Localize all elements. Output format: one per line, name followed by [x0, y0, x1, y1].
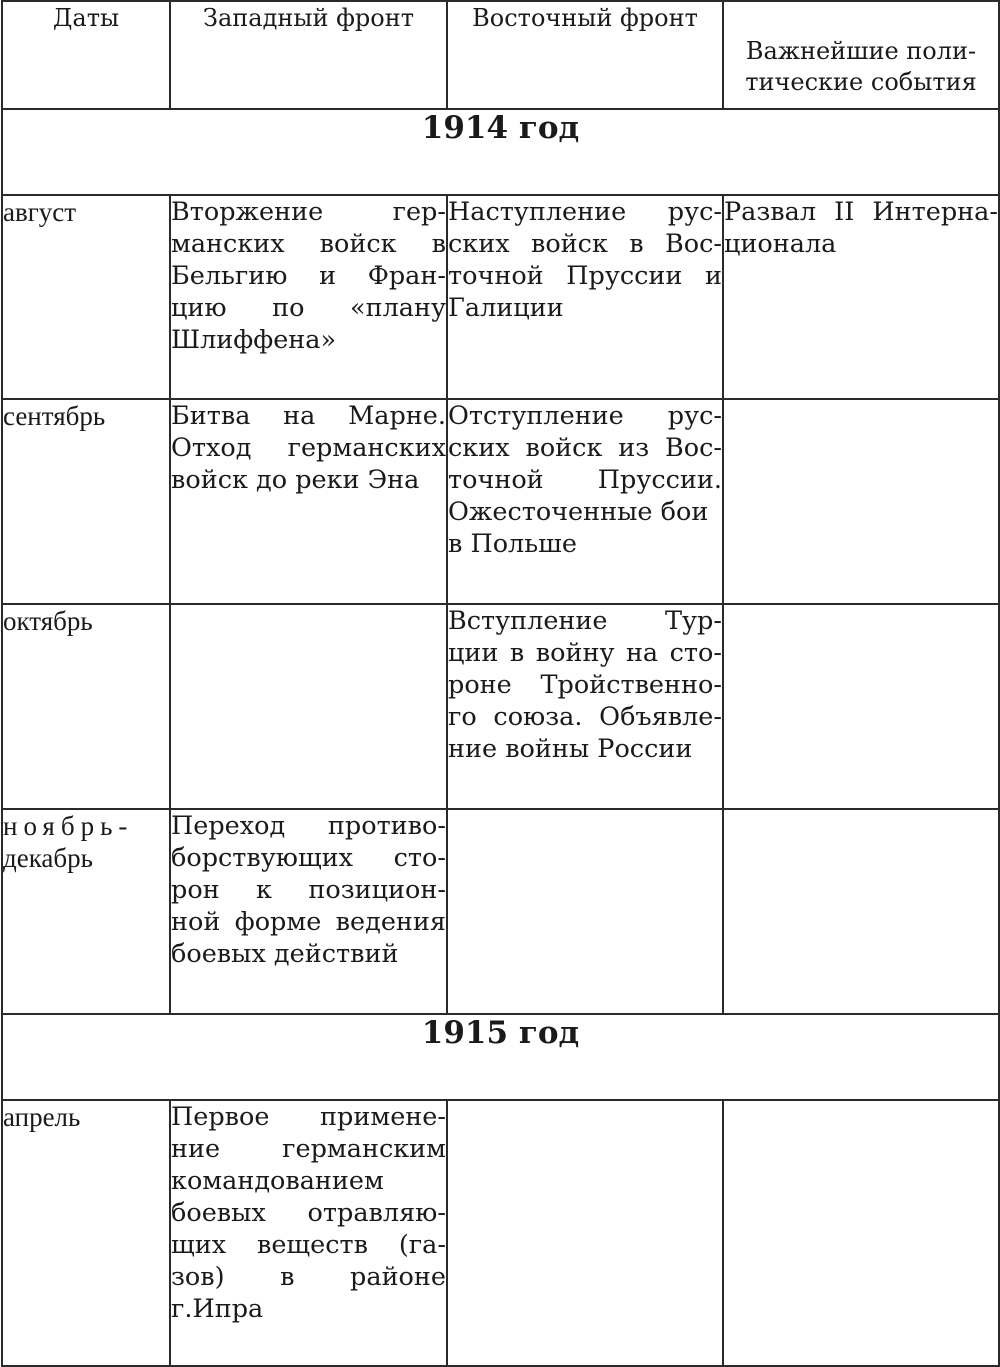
text-line: манских войск в [171, 229, 446, 259]
header-row [2, 1, 999, 109]
text-line: Первое примене- [171, 1102, 446, 1132]
text-line: ционала [724, 229, 837, 259]
political-events-cell [723, 195, 999, 399]
text-line: го союза. Объявле- [448, 702, 722, 732]
date-cell: апрель [2, 1100, 170, 1366]
text-line: ной форме ведения [171, 907, 446, 937]
eastern-front-cell [447, 604, 723, 809]
text-line: Бельгию и Фран- [171, 261, 446, 291]
text-line: Вступление Тур- [448, 606, 722, 636]
text-line: войск до реки Эна [171, 465, 420, 495]
text-line: Отступление рус- [448, 401, 722, 431]
table-row [2, 1100, 999, 1366]
header-western-front: Западный фронт [170, 1, 447, 109]
western-front-cell [170, 1100, 447, 1366]
year-row [2, 1014, 999, 1100]
eastern-front-cell [447, 195, 723, 399]
header-dates: Даты [2, 1, 170, 109]
eastern-front-cell [447, 809, 723, 1014]
text-line: ние германским [171, 1134, 446, 1164]
text-line: Ожесточенные бои [448, 497, 709, 527]
header-eastern-front: Восточный фронт [447, 1, 723, 109]
date-cell: октябрь [2, 604, 170, 809]
text-line: Вторжение гер- [171, 197, 446, 227]
date-line-1: ноябрь- [3, 811, 134, 841]
eastern-front-cell [447, 1100, 723, 1366]
date-line-2: декабрь [3, 843, 93, 873]
header-political-events [723, 1, 999, 109]
text-line: ции в войну на сто- [448, 638, 722, 668]
text-line: Переход противо- [171, 811, 446, 841]
year-row [2, 109, 999, 195]
text-line: точной Пруссии. [448, 465, 722, 495]
date-cell: август [2, 195, 170, 399]
text-line: командованием [171, 1166, 384, 1196]
text-line: ских войск из Вос- [448, 433, 722, 463]
table-row [2, 604, 999, 809]
eastern-front-cell [447, 399, 723, 604]
political-events-cell [723, 399, 999, 604]
text-line: ние войны России [448, 734, 693, 764]
table-row [2, 809, 999, 1014]
text-line: Наступление рус- [448, 197, 722, 227]
text-line: борствующих сто- [171, 843, 446, 873]
text-line: роне Тройственно- [448, 670, 722, 700]
year-heading-1915: 1915 год [2, 1014, 999, 1100]
western-front-cell [170, 604, 447, 809]
text-line: Галиции [448, 293, 564, 323]
text-line: Шлиффена» [171, 325, 337, 355]
political-events-cell [723, 1100, 999, 1366]
text-line: щих веществ (га- [171, 1230, 446, 1260]
date-cell: сентябрь [2, 399, 170, 604]
text-line: Отход германских [171, 433, 446, 463]
western-front-cell [170, 195, 447, 399]
political-events-cell [723, 604, 999, 809]
western-front-cell [170, 399, 447, 604]
text-line: Битва на Марне. [171, 401, 446, 431]
text-line: рон к позицион- [171, 875, 446, 905]
text-line: зов) в районе [171, 1262, 446, 1292]
text-line: г.Ипра [171, 1294, 264, 1324]
text-line: Развал II Интерна- [724, 197, 998, 227]
chronology-table [1, 0, 1000, 1367]
year-heading-1914: 1914 год [2, 109, 999, 195]
text-line: боевых отравляю- [171, 1198, 446, 1228]
table-row [2, 399, 999, 604]
date-cell [2, 809, 170, 1014]
header-political-line-2: тические события [745, 68, 977, 96]
text-line: в Польше [448, 529, 577, 559]
text-line: боевых действий [171, 939, 399, 969]
header-political-line-1: Важнейшие поли- [745, 37, 977, 65]
political-events-cell [723, 809, 999, 1014]
text-line: цию по «плану [171, 293, 446, 323]
text-line: ских войск в Вос- [448, 229, 722, 259]
table-row [2, 195, 999, 399]
text-line: точной Пруссии и [448, 261, 722, 291]
western-front-cell [170, 809, 447, 1014]
